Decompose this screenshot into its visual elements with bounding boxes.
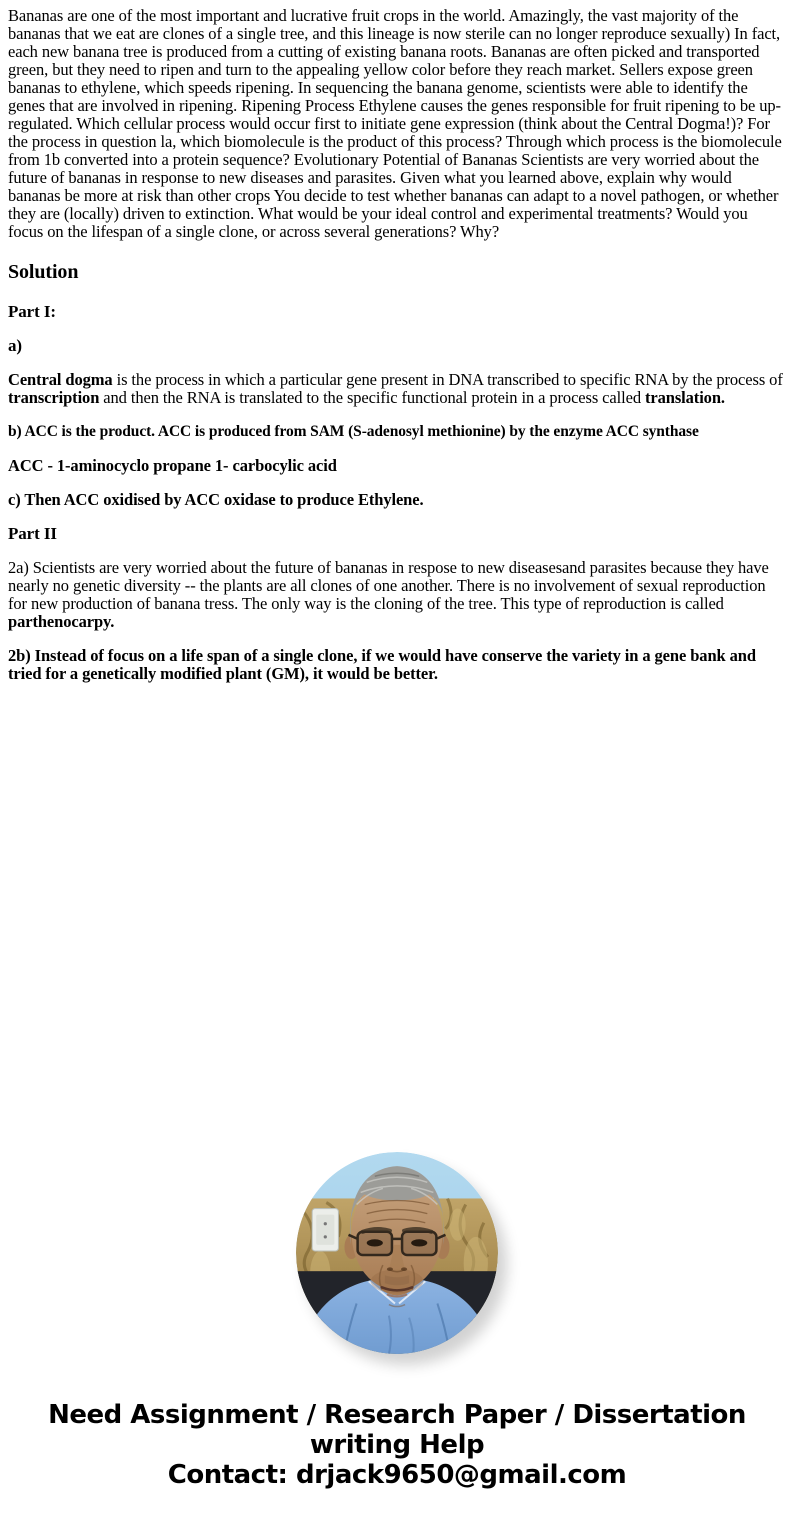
- tutor-photo: [296, 1152, 498, 1354]
- translation-term: translation.: [645, 388, 725, 407]
- footer-line-3: [0, 1460, 794, 1490]
- footer-line-2: writing Help: [309, 1430, 485, 1460]
- question-text: Bananas are one of the most important and lucrative fruit crops in the world. Amazingly, the vast majority of the bananas that we eat are clones of a single tree, and this lineage is now sterile can no longer reproduce sexually) In fact, each new banana tree is produced from a cutting of existing banana roots. Bananas are often picked and transported green, but they need to ripen and turn to the appealing yellow color before they reach market. Sellers expose green bananas to ethylene, which speeds ripening. In sequencing the banana genome, scientists were able to identify the genes that are involved in ripening. Ripening Process Ethylene causes the genes responsible for fruit ripening to be up-regulated. Which cellular process would occur first to initiate gene expression (think about the Central Dogma!)? For the process in question la, which biomolecule is the product of this process? Through which process is the biomolecule from 1b converted into a protein sequence? Evolutionary Potential of Bananas Scientists are very worried about the future of bananas in response to new diseases and parasites. Given what you learned above, explain why would bananas be more at risk than other crops You decide to test whether bananas can adapt to a novel pathogen, or whether they are (locally) driven to extinction. What would be your ideal control and experimental treatments? Would you focus on the lifespan of a single clone, or across several generations? Why?: [8, 6, 782, 241]
- contact-email: drjack9650@gmail.com: [295, 1460, 627, 1490]
- central-dogma-paragraph: Central dogma is the process in which a particular gene present in DNA transcribed to specific RNA by the process of transcription and then the RNA is translated to the specific functional protein in a process called translation.: [8, 370, 783, 407]
- footer-line-1: Need Assignment / Research Paper / Dissertation: [48, 1400, 746, 1430]
- answer-2a-paragraph: 2a) Scientists are very worried about the future of bananas in respose to new diseasesand parasites because they have nearly no genetic diversity -- the plants are all clones of one another. There is no involvement of sexual reproduction for new production of banana tress. The only way is the cloning of the tree. This type of reproduction is called parthenocarpy.: [8, 558, 769, 631]
- outlet-shape: [312, 1209, 338, 1251]
- document-body: [0, 0, 794, 683]
- question-paragraph: [8, 7, 786, 241]
- tutor-portrait-illustration: [296, 1152, 498, 1354]
- answer-2b-paragraph: 2b) Instead of focus on a life span of a single clone, if we would have conserve the variety in a gene bank and tried for a genetically modified plant (GM), it would be better.: [8, 646, 756, 683]
- item-c-line: c) Then ACC oxidised by ACC oxidase to produce Ethylene.: [8, 490, 424, 509]
- transcription-term: transcription: [8, 388, 100, 407]
- item-a-label: a): [8, 336, 22, 355]
- part1-heading: Part I:: [8, 302, 56, 321]
- parthenocarpy-term: parthenocarpy.: [8, 612, 115, 631]
- central-dogma-term: Central dogma: [8, 370, 113, 389]
- acc-definition-line: ACC - 1-aminocyclo propane 1- carbocylic acid: [8, 456, 337, 475]
- solution-heading: Solution: [8, 261, 79, 283]
- item-b-line: b) ACC is the product. ACC is produced from SAM (S-adenosyl methionine) by the enzyme ACC synthase: [8, 423, 699, 440]
- footer-banner: [0, 1400, 794, 1490]
- part2-heading: Part II: [8, 524, 57, 543]
- contact-label: Contact:: [167, 1460, 296, 1490]
